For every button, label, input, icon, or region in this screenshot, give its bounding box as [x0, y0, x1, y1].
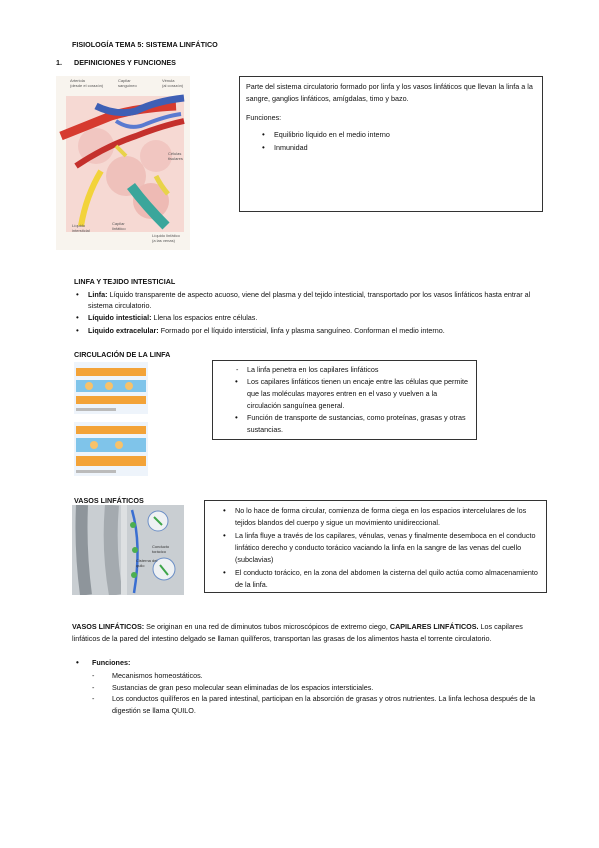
label-liquido-int-sub: intersticial — [72, 227, 90, 233]
definition-box — [239, 76, 543, 212]
definition: Formado por el líquido intersticial, linfa y plasma sanguíneo. Conforman el medio interno. — [158, 325, 445, 335]
section-title: DEFINICIONES Y FUNCIONES — [74, 58, 176, 67]
label-arteriola: Arteriola — [70, 78, 85, 83]
label-conducto: Conducto — [152, 544, 170, 549]
label-cisterna-sub: quilo — [136, 562, 145, 568]
function-item: • Inmunidad — [260, 141, 536, 154]
circulation-item: - La linfa penetra en los capilares linfáticos — [233, 364, 470, 376]
label-cisterna: Cisterna del — [136, 558, 158, 563]
label-liquido-linf: Líquido linfático — [152, 233, 180, 238]
label-capilar: Capilar — [118, 78, 131, 83]
page-title: FISIOLOGÍA TEMA 5: SISTEMA LINFÁTICO — [72, 40, 218, 49]
circulation-diagram-1 — [74, 362, 148, 414]
vasos-heading: VASOS LINFÁTICOS — [74, 496, 144, 505]
definition-text: Parte del sistema circulatorio formado por linfa y los vasos linfáticos que llevan la linfa a la sangre, ganglios linfáticos, amígdalas, timo y bazo. — [246, 82, 533, 103]
vasos-function-item: - Sustancias de gran peso molecular sean eliminadas de los espacios intersticiales. — [72, 682, 548, 694]
label-venula-sub: (al corazón) — [162, 82, 184, 88]
vasos-bold: CAPILARES LINFÁTICOS. — [389, 622, 479, 631]
circulation-item: • Función de transporte de sustancias, como proteínas, grasas y otras sustancias. — [233, 412, 470, 436]
vasos-function-item: - Los conductos quilíferos en la pared intestinal, participan en la absorción de grasas y otros nutrientes. La linfa lechosa después de la digestión se llama QUILO. — [72, 693, 548, 716]
functions-label: Funciones: — [246, 113, 282, 122]
linfa-item — [74, 290, 550, 311]
function-item: • Equilibrio líquido en el medio interno — [260, 128, 536, 141]
label-liquido-int: Líquido — [72, 223, 86, 228]
circulation-diagram-2 — [74, 422, 148, 476]
label-venula: Vénula — [162, 78, 175, 83]
label-arteriola-sub: (desde el corazón) — [70, 82, 104, 88]
label-capilar-sub: sanguíneo — [118, 82, 137, 88]
label-celulas-sub: tisulares — [168, 155, 183, 161]
term: Líquido intesticial: — [88, 313, 152, 323]
vasos-item: • El conducto torácico, en la zona del abdomen la cisterna del quilo actúa como almacenamiento de la linfa. — [221, 567, 540, 591]
vasos-box — [204, 500, 547, 593]
label-liquido-linf-sub: (a las venas) — [152, 237, 175, 243]
label-capilar-linf-sub: linfático — [112, 225, 126, 231]
vasos-text2: Los capilares linfáticos de la pared del intestino delgado se llaman quilíferos, transportan las grasas de los alimentos hasta el torrente circulatorio. — [72, 622, 523, 643]
section-number: 1. — [56, 58, 62, 67]
circulation-box — [212, 360, 477, 440]
linfa-item — [74, 313, 550, 324]
vasos-function-item: - Mecanismos homeostáticos. — [72, 670, 548, 682]
vasos-item: • No lo hace de forma circular, comienza de forma ciega en los espacios intercelulares de los tejidos blandos del cuerpo y sigue un movimiento unidireccional. — [221, 505, 540, 529]
label-celulas: Células — [168, 151, 182, 156]
vasos-item: • La linfa fluye a través de los capilares, vénulas, venas y finalmente desemboca en el conducto linfático derecho y conducto torácico vaciando la linfa en la sangre de las venas del cuello (subclavias) — [221, 530, 540, 566]
vasos-text: Se originan en una red de diminutos tubos microscópicos de extremo ciego, — [144, 622, 390, 631]
circulacion-heading: CIRCULACIÓN DE LA LINFA — [74, 350, 171, 359]
circulation-item: • Los capilares linfáticos tienen un encaje entre las células que permite que las moléculas mayores entren en el vaso y vuelven a la circulación sanguínea general. — [233, 376, 470, 412]
vasos-paragraph — [72, 621, 550, 644]
vasos-lead: VASOS LINFÁTICOS: — [72, 622, 145, 631]
term: Liquido extracelular: — [88, 325, 159, 335]
linfa-item — [74, 326, 550, 337]
label-capilar-linf: Capilar — [112, 221, 125, 226]
definition: Líquido transparente de aspecto acuoso, viene del plasma y del tejido intesticial, transportado por los vasos linfáticos hasta entrar al sistema circulatorio. — [88, 290, 531, 310]
linfa-heading: LINFA Y TEJIDO INTESTICIAL — [74, 277, 176, 286]
definition: Llena los espacios entre células. — [151, 313, 258, 323]
lymph-capillary-illustration — [56, 76, 190, 250]
label-conducto-sub: torácico — [152, 548, 167, 554]
term: Linfa: — [88, 290, 108, 299]
vasos-functions-label: • Funciones: — [72, 658, 599, 669]
lymph-vessels-illustration — [72, 505, 184, 595]
